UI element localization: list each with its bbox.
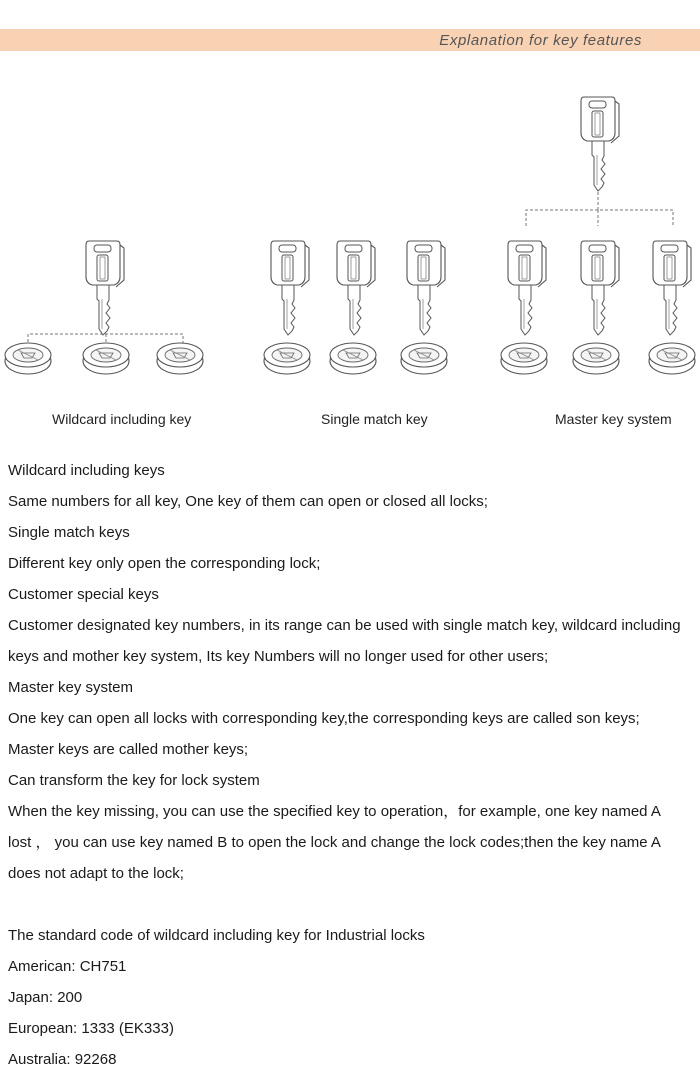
caption-wildcard: Wildcard including key (52, 411, 192, 427)
son-key-icon (581, 241, 619, 335)
text-line: does not adapt to the lock; (8, 865, 184, 882)
son-key-icon (508, 241, 546, 335)
text-line: keys and mother key system, Its key Numbers will no longer used for other users; (8, 648, 549, 665)
header-banner (0, 29, 700, 51)
lock-cylinder-icon (264, 343, 310, 374)
lock-cylinder-icon (330, 343, 376, 374)
explanation-text (8, 460, 698, 1080)
text-line: American: CH751 (8, 958, 127, 975)
text-line: One key can open all locks with corresponding key,the corresponding keys are called son keys; (8, 710, 640, 727)
caption-single-match: Single match key (321, 411, 428, 427)
single-key-icon (271, 241, 309, 335)
lock-cylinder-icon (157, 343, 203, 374)
single-key-icon (407, 241, 445, 335)
text-line: Wildcard including keys (8, 462, 165, 479)
text-line: Customer special keys (8, 586, 159, 603)
text-line (8, 894, 698, 925)
text-line: Same numbers for all key, One key of them can open or closed all locks; (8, 493, 488, 510)
text-line: Master key system (8, 679, 134, 696)
lock-cylinder-icon (573, 343, 619, 374)
text-line: Australia: 92268 (8, 1051, 117, 1068)
text-line: European: 1333 (EK333) (8, 1020, 174, 1037)
text-line: Can transform the key for lock system (8, 772, 260, 789)
master-key-icon (581, 97, 619, 191)
text-line: When the key missing, you can use the specified key to operation，for example, one key named A (8, 803, 661, 820)
text-line: The standard code of wildcard including key for Industrial locks (8, 927, 425, 944)
text-line: Single match keys (8, 524, 130, 541)
text-line: Japan: 200 (8, 989, 83, 1006)
caption-master: Master key system (555, 411, 672, 427)
lock-cylinder-icon (5, 343, 51, 374)
text-line: Master keys are called mother keys; (8, 741, 249, 758)
lock-cylinder-icon (501, 343, 547, 374)
key-diagram (0, 80, 700, 380)
text-line: lost ， you can use key named B to open the lock and change the lock codes;then the key name A (8, 834, 661, 851)
lock-cylinder-icon (649, 343, 695, 374)
text-line: Customer designated key numbers, in its range can be used with single match key, wildcard including (8, 617, 681, 634)
lock-cylinder-icon (83, 343, 129, 374)
single-key-icon (337, 241, 375, 335)
page-title: Explanation for key features (439, 32, 642, 49)
text-line: Different key only open the corresponding lock; (8, 555, 321, 572)
wildcard-key-icon (86, 241, 124, 335)
lock-cylinder-icon (401, 343, 447, 374)
son-key-icon (653, 241, 691, 335)
